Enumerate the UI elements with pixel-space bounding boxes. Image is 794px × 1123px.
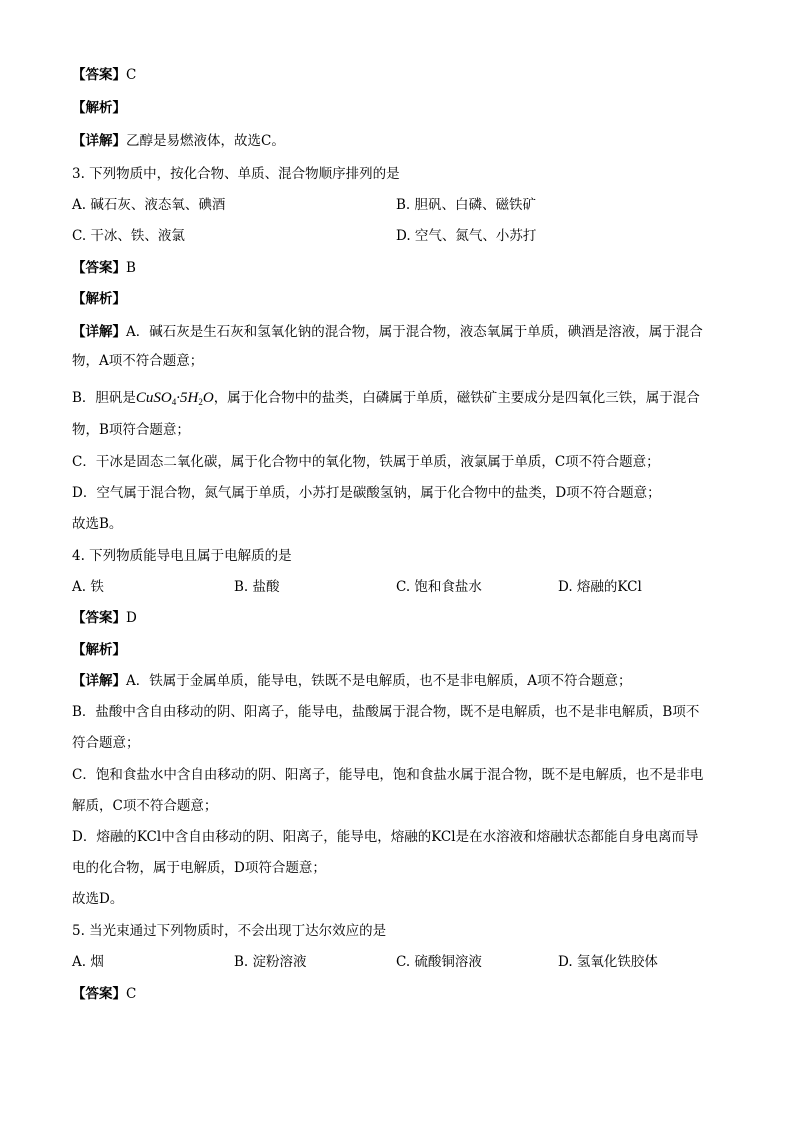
- q2-analysis-label: 【解析】: [72, 100, 126, 116]
- q4-detail-a-line: [72, 671, 632, 691]
- q3-detail-a: A．碱石灰是生石灰和氢氧化钠的混合物，属于混合物，液态氧属于单质，碘酒是溶液，属于混合: [126, 324, 703, 340]
- q5-answer: C: [126, 986, 137, 1002]
- q4-stem: 4. 下列物质能导电且属于电解质的是: [72, 548, 292, 564]
- q4-detail-c-line-1: C．饱和食盐水中含自由移动的阴、阳离子，能导电，饱和食盐水属于混合物，既不是电解质，也不是非电: [72, 767, 704, 783]
- q4-detail-d-line-1: D．熔融的KCl中含自由移动的阴、阳离子，能导电，熔融的KCl是在水溶液和熔融状态都能自身电离而导: [72, 829, 699, 845]
- q3-conclusion: 故选B。: [72, 516, 123, 532]
- q3-answer-line: [72, 258, 136, 278]
- q4-option-c: C. 饱和食盐水: [396, 579, 482, 595]
- detail-label: 【详解】: [72, 324, 126, 340]
- q3-answer: B: [126, 260, 136, 276]
- answer-label: 【答案】: [72, 986, 126, 1002]
- q3-detail-b-line: [72, 388, 700, 412]
- detail-label: 【详解】: [72, 673, 126, 689]
- q3-detail-c-line: C．干冰是固态二氧化碳，属于化合物中的氧化物，铁属于单质，液氯属于单质，C项不符合题意；: [72, 454, 660, 470]
- q4-detail-c-line-2: 解质，C项不符合题意；: [72, 798, 218, 814]
- q2-detail-line: [72, 131, 285, 151]
- q3-b-prefix: B．胆矾是: [72, 390, 136, 406]
- q3-detail-line-1: [72, 322, 703, 342]
- q5-option-d: D. 氢氧化铁胶体: [558, 954, 658, 970]
- q4-option-a: A. 铁: [72, 579, 104, 595]
- q4-answer: D: [126, 610, 137, 626]
- q5-stem: 5. 当光束通过下列物质时，不会出现丁达尔效应的是: [72, 923, 387, 939]
- q2-answer-line: [72, 65, 136, 85]
- q3-detail-line-2: 物，A项不符合题意；: [72, 353, 204, 369]
- q3-option-b: B. 胆矾、白磷、磁铁矿: [396, 197, 537, 213]
- answer-label: 【答案】: [72, 610, 126, 626]
- q4-answer-line: [72, 608, 137, 628]
- detail-label: 【详解】: [72, 133, 126, 149]
- q3-option-d: D. 空气、氮气、小苏打: [396, 228, 537, 244]
- chemical-formula: $CuSO_4\cdot 5H_2O$: [135, 390, 214, 407]
- q2-answer: C: [126, 67, 137, 83]
- answer-label: 【答案】: [72, 67, 126, 83]
- q3-b-suffix: ，属于化合物中的盐类，白磷属于单质，磁铁矿主要成分是四氧化三铁，属于混合: [213, 390, 700, 406]
- q3-analysis-label: 【解析】: [72, 291, 126, 307]
- q5-option-a: A. 烟: [72, 954, 104, 970]
- q4-option-d: D. 熔融的KCl: [558, 579, 642, 595]
- q5-option-b: B. 淀粉溶液: [234, 954, 307, 970]
- q3-detail-d-line: D．空气属于混合物，氮气属于单质，小苏打是碳酸氢钠，属于化合物中的盐类，D项不符合题意；: [72, 485, 661, 501]
- q5-option-c: C. 硫酸铜溶液: [396, 954, 482, 970]
- q3-detail-b-line-2: 物，B项符合题意；: [72, 422, 190, 438]
- q4-detail-b-line-1: B．盐酸中含自由移动的阴、阳离子，能导电，盐酸属于混合物，既不是电解质，也不是非电解质，B项不: [72, 704, 700, 720]
- q4-detail-d-line-2: 电的化合物，属于电解质，D项符合题意；: [72, 860, 326, 876]
- q4-detail-b-line-2: 符合题意；: [72, 735, 140, 751]
- answer-label: 【答案】: [72, 260, 126, 276]
- q4-conclusion: 故选D。: [72, 891, 124, 907]
- q5-answer-line: [72, 984, 136, 1004]
- q3-option-c: C. 干冰、铁、液氯: [72, 228, 185, 244]
- q4-option-b: B. 盐酸: [234, 579, 280, 595]
- q4-analysis-label: 【解析】: [72, 642, 126, 658]
- q3-stem: 3. 下列物质中，按化合物、单质、混合物顺序排列的是: [72, 166, 400, 182]
- q2-detail: 乙醇是易燃液体，故选C。: [126, 133, 285, 149]
- q4-detail-a: A．铁属于金属单质，能导电，铁既不是电解质，也不是非电解质，A项不符合题意；: [126, 673, 632, 689]
- q3-option-a: A. 碱石灰、液态氧、碘酒: [72, 197, 226, 213]
